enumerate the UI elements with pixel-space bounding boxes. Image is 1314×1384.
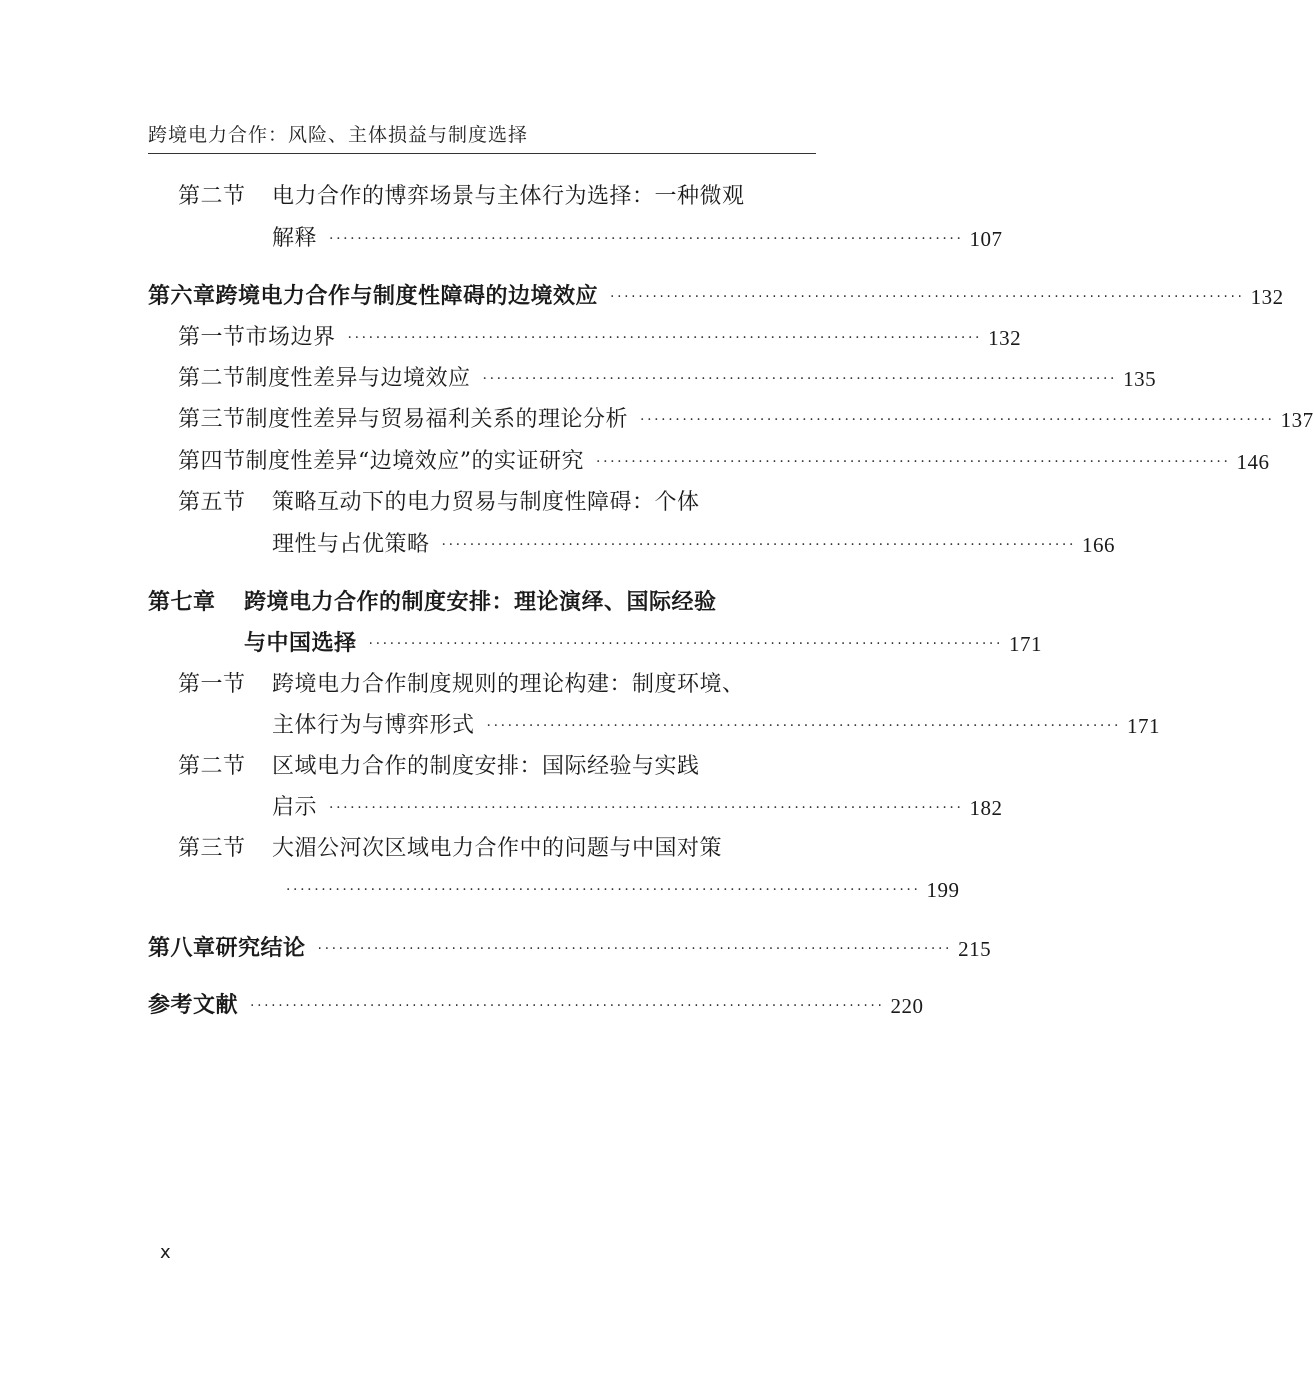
page-number: 215 bbox=[958, 937, 992, 961]
page-number: 146 bbox=[1236, 450, 1270, 474]
page-number: 107 bbox=[969, 227, 1003, 251]
dot-leader: ·························································································· bbox=[250, 998, 885, 1014]
page-number: 182 bbox=[969, 796, 1003, 820]
section-title-continued: 启示 bbox=[272, 795, 318, 820]
section-label: 第四节 bbox=[178, 449, 246, 474]
page-number: 135 bbox=[1123, 367, 1157, 391]
toc-entry-continuation[interactable] bbox=[272, 791, 1003, 825]
dot-leader: ·························································································· bbox=[329, 231, 964, 247]
dot-leader: ·························································································· bbox=[482, 371, 1118, 387]
section-label: 第一节 bbox=[178, 325, 246, 350]
dot-leader: ·························································································· bbox=[610, 289, 1245, 305]
page-number: 132 bbox=[988, 326, 1022, 350]
section-title: 制度性差异与边境效应 bbox=[245, 366, 471, 391]
toc-entry-continuation[interactable] bbox=[272, 709, 1161, 743]
section-label: 第二节 bbox=[178, 184, 246, 209]
section-title-continued: 解释 bbox=[272, 226, 318, 251]
page-number: 199 bbox=[926, 878, 960, 902]
toc-entry-continuation[interactable] bbox=[272, 222, 1003, 256]
dot-leader: ·························································································· bbox=[286, 882, 921, 898]
toc-entry-continuation[interactable] bbox=[272, 528, 1116, 562]
page-number: 171 bbox=[1127, 714, 1161, 738]
toc-entry-continuation[interactable] bbox=[244, 627, 1043, 661]
toc-entry-section[interactable] bbox=[178, 403, 1314, 437]
toc-entry-chapter[interactable] bbox=[148, 932, 992, 966]
section-title-continued: 理性与占优策略 bbox=[272, 532, 430, 557]
toc-entry-continuation[interactable] bbox=[286, 873, 960, 907]
section-title: 策略互动下的电力贸易与制度性障碍：个体 bbox=[272, 490, 700, 515]
dot-leader: ·························································································· bbox=[441, 537, 1077, 553]
chapter-title: 研究结论 bbox=[215, 936, 306, 961]
toc-entry-section[interactable] bbox=[178, 668, 818, 702]
chapter-label: 第七章 bbox=[148, 590, 216, 615]
dot-leader: ·························································································· bbox=[347, 330, 983, 346]
toc-entry-section[interactable] bbox=[178, 445, 1270, 479]
chapter-title: 跨境电力合作的制度安排：理论演绎、国际经验 bbox=[244, 590, 717, 615]
toc-entry-section[interactable] bbox=[178, 486, 818, 520]
page-number: 137 bbox=[1280, 408, 1314, 432]
chapter-label: 第八章 bbox=[148, 936, 216, 961]
toc-entry-chapter[interactable] bbox=[148, 586, 816, 620]
section-label: 第三节 bbox=[178, 836, 246, 861]
page-number: 132 bbox=[1250, 285, 1284, 309]
toc-entry-section[interactable] bbox=[178, 832, 818, 866]
chapter-title-continued: 与中国选择 bbox=[244, 631, 357, 656]
toc-entry-references[interactable] bbox=[148, 989, 924, 1023]
section-label: 第一节 bbox=[178, 672, 246, 697]
section-title: 制度性差异与贸易福利关系的理论分析 bbox=[245, 407, 629, 432]
toc-entry-section[interactable] bbox=[178, 321, 1022, 355]
section-title: 大湄公河次区域电力合作中的问题与中国对策 bbox=[272, 836, 723, 861]
section-title: 市场边界 bbox=[245, 325, 336, 350]
dot-leader: ·························································································· bbox=[317, 941, 953, 957]
dot-leader: ·························································································· bbox=[486, 718, 1122, 734]
dot-leader: ·························································································· bbox=[596, 454, 1231, 470]
references-title: 参考文献 bbox=[148, 993, 239, 1018]
section-title-continued: 主体行为与博弈形式 bbox=[272, 713, 475, 738]
chapter-title: 跨境电力合作与制度性障碍的边境效应 bbox=[215, 284, 599, 309]
dot-leader: ·························································································· bbox=[329, 800, 964, 816]
section-title: 区域电力合作的制度安排：国际经验与实践 bbox=[272, 754, 700, 779]
page-number: 171 bbox=[1009, 632, 1043, 656]
toc-entry-section[interactable] bbox=[178, 750, 818, 784]
section-label: 第二节 bbox=[178, 754, 246, 779]
section-title: 跨境电力合作制度规则的理论构建：制度环境、 bbox=[272, 672, 745, 697]
section-title: 电力合作的博弈场景与主体行为选择：一种微观 bbox=[272, 184, 745, 209]
running-header-title: 跨境电力合作：风险、主体损益与制度选择 bbox=[148, 124, 529, 146]
toc-entry-section[interactable] bbox=[178, 362, 1157, 396]
chapter-label: 第六章 bbox=[148, 284, 216, 309]
page-number: 220 bbox=[890, 994, 924, 1018]
header-divider bbox=[148, 153, 816, 154]
page-number: 166 bbox=[1082, 533, 1116, 557]
section-label: 第三节 bbox=[178, 407, 246, 432]
section-title: 制度性差异“边境效应”的实证研究 bbox=[245, 449, 585, 474]
dot-leader: ·························································································· bbox=[368, 636, 1004, 652]
section-label: 第五节 bbox=[178, 490, 246, 515]
dot-leader: ·························································································· bbox=[640, 412, 1275, 428]
page-folio: x bbox=[160, 1242, 171, 1263]
toc-entry-chapter[interactable] bbox=[148, 280, 1284, 314]
section-label: 第二节 bbox=[178, 366, 246, 391]
toc-entry-section[interactable] bbox=[178, 180, 818, 214]
